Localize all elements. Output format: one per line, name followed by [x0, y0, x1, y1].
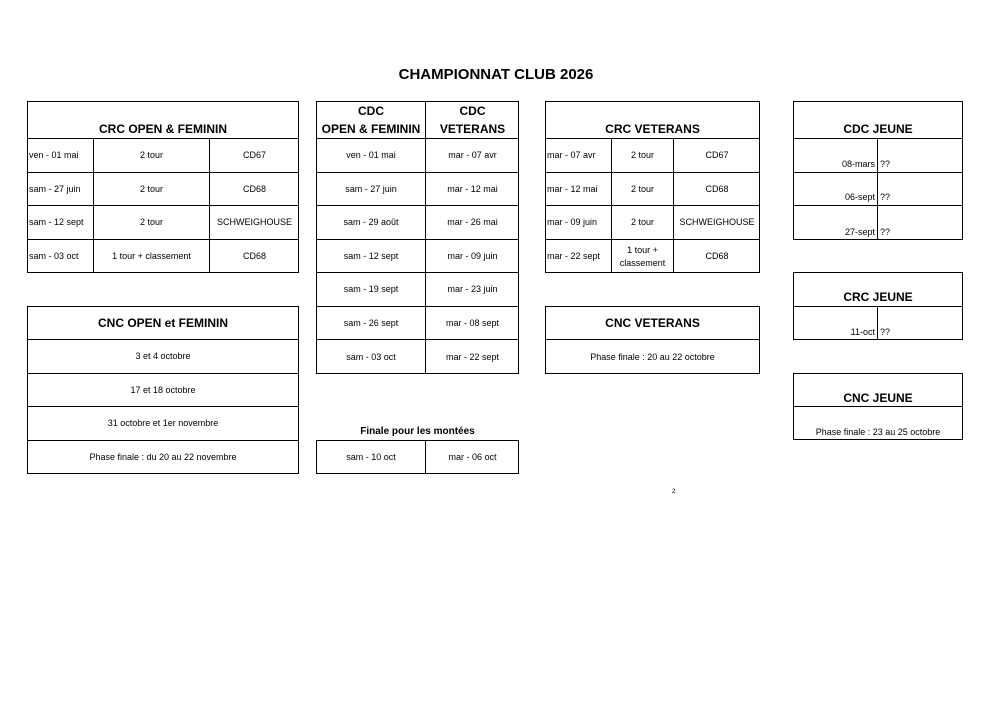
crc-open-place: SCHWEIGHOUSE — [216, 217, 292, 228]
cdc-jeune-header: CDC JEUNE — [843, 122, 913, 136]
finale-label: Finale pour les montées — [360, 426, 475, 437]
page-title: CHAMPIONNAT CLUB 2026 — [398, 66, 594, 83]
page-number: 2 — [672, 489, 676, 495]
cnc-jeune-header: CNC JEUNE — [843, 391, 913, 405]
crc-jeune-note: ?? — [880, 326, 891, 337]
cdc-open-date: sam - 03 oct — [346, 351, 396, 362]
cdc-jeune-note: ?? — [880, 226, 891, 237]
cdc-jeune-date: 06-sept — [844, 191, 875, 202]
crc-open-date: ven - 01 mai — [29, 150, 79, 161]
cdc-jeune-date: 08-mars — [841, 158, 875, 169]
crc-vet-place: CD68 — [705, 251, 729, 262]
finale-open-date: sam - 10 oct — [346, 452, 396, 463]
cdc-open-date: sam - 27 juin — [345, 183, 397, 194]
cdc-open-header-bottom: OPEN & FEMININ — [321, 122, 421, 136]
cdc-vet-date: mar - 26 mai — [447, 217, 498, 228]
crc-vet-date: mar - 07 avr — [547, 150, 596, 161]
cdc-open-date: ven - 01 mai — [346, 150, 396, 161]
crc-open-tour: 2 tour — [139, 150, 163, 161]
cdc-jeune-date: 27-sept — [844, 226, 875, 237]
crc-vet-tour — [612, 240, 673, 273]
crc-vet-tour: 2 tour — [630, 183, 654, 194]
crc-vet-date: mar - 22 sept — [547, 251, 601, 262]
cnc-jeune-row: Phase finale : 23 au 25 octobre — [815, 426, 941, 437]
crc-vet-place: CD67 — [705, 150, 729, 161]
crc-vet-place: CD68 — [705, 183, 729, 194]
crc-open-place: CD68 — [242, 251, 266, 262]
crc-open-date: sam - 27 juin — [29, 183, 81, 194]
crc-vet-tour-line-2: classement — [619, 257, 666, 268]
cnc-vet-header: CNC VETERANS — [605, 316, 700, 330]
cnc-open-row: 17 et 18 octobre — [130, 384, 196, 395]
cnc-open-row: 31 octobre et 1er novembre — [107, 418, 219, 429]
finale-vet-date: mar - 06 oct — [448, 452, 497, 463]
cdc-vet-date: mar - 23 juin — [447, 284, 498, 295]
crc-vet-tour: 2 tour — [630, 150, 654, 161]
crc-vet-tour-line-1: 1 tour + — [627, 245, 658, 256]
crc-vet-date: mar - 09 juin — [547, 217, 598, 228]
cnc-vet-row: Phase finale : 20 au 22 octobre — [590, 351, 715, 362]
crc-open-tour: 1 tour + classement — [112, 251, 191, 262]
cdc-vet-date: mar - 07 avr — [448, 150, 497, 161]
cdc-open-date: sam - 29 août — [343, 217, 399, 228]
crc-vet-place: SCHWEIGHOUSE — [679, 217, 755, 228]
crc-open-tour: 2 tour — [139, 217, 163, 228]
cdc-open-date: sam - 19 sept — [343, 284, 399, 295]
crc-vet-date: mar - 12 mai — [547, 183, 598, 194]
cnc-open-row: 3 et 4 octobre — [135, 351, 191, 362]
crc-open-place: CD67 — [242, 150, 266, 161]
crc-open-header: CRC OPEN & FEMININ — [98, 122, 227, 136]
crc-jeune-date: 11-oct — [850, 326, 875, 337]
crc-jeune-header: CRC JEUNE — [843, 290, 913, 304]
cdc-jeune-note: ?? — [880, 158, 891, 169]
cdc-vet-date: mar - 09 juin — [447, 250, 498, 261]
cdc-open-date: sam - 12 sept — [343, 250, 399, 261]
crc-open-date: sam - 12 sept — [29, 217, 84, 228]
crc-open-tour: 2 tour — [139, 183, 163, 194]
crc-open-date: sam - 03 oct — [29, 251, 79, 262]
cdc-vet-date: mar - 12 mai — [447, 183, 498, 194]
cdc-jeune-note: ?? — [880, 191, 891, 202]
crc-vet-header: CRC VETERANS — [605, 122, 700, 136]
cnc-open-header: CNC OPEN et FEMININ — [97, 316, 228, 330]
cnc-open-row: Phase finale : du 20 au 22 novembre — [89, 452, 237, 463]
crc-open-place: CD68 — [242, 183, 266, 194]
cdc-open-date: sam - 26 sept — [343, 317, 399, 328]
cdc-vet-header-bottom: VETERANS — [439, 122, 506, 136]
crc-vet-tour: 2 tour — [630, 217, 654, 228]
cdc-vet-date: mar - 08 sept — [445, 317, 500, 328]
cdc-open-header-top: CDC — [358, 104, 384, 118]
cdc-vet-header-top: CDC — [459, 104, 486, 118]
cdc-vet-date: mar - 22 sept — [445, 351, 500, 362]
